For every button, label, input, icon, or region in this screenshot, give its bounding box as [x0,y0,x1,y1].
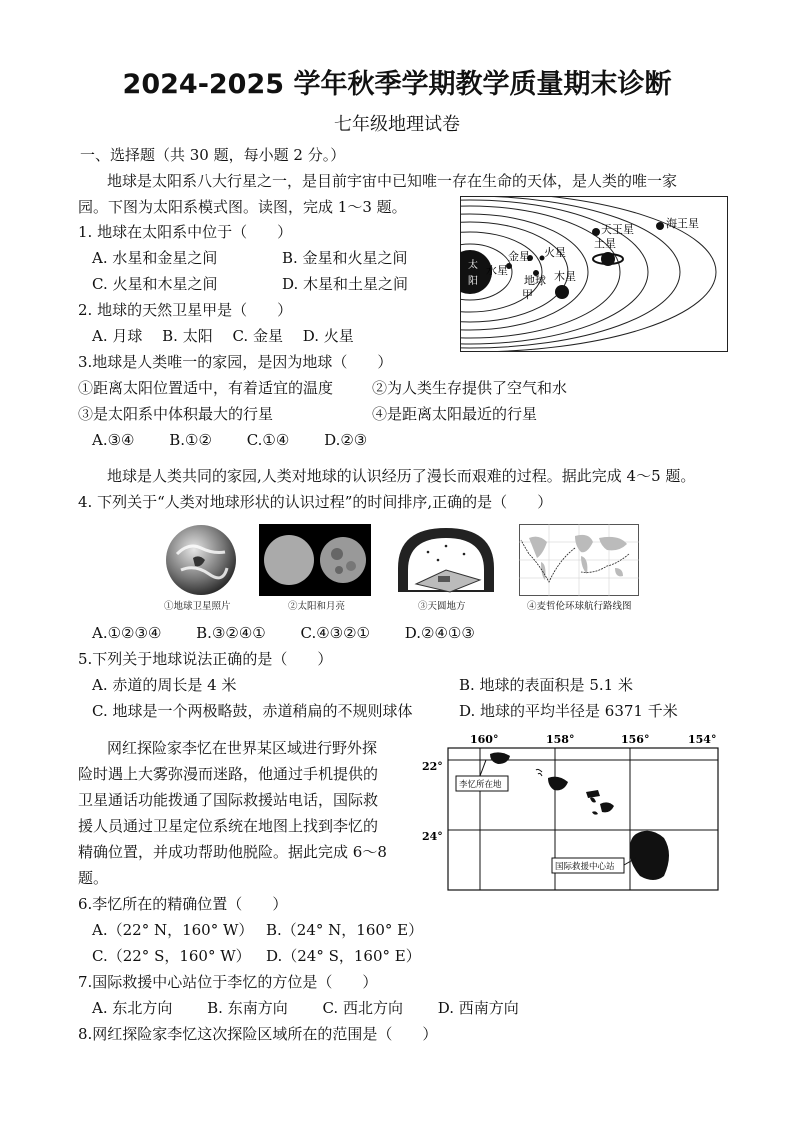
question-7-stem: 7.国际救援中心站位于李忆的方位是（ ） [78,973,378,991]
earth-label: 地球 [524,274,546,287]
liyi-location-label: 李忆所在地 [459,780,502,790]
question-3-stem: 3.地球是人类唯一的家园，是因为地球（ ） [78,353,393,371]
sun-moon-photo [259,524,371,596]
question-6-option-d: D.（24° S，160° E） [266,947,421,965]
intro-paragraph-1b: 园。下图为太阳系模式图。读图，完成 1～3 题。 [78,198,407,216]
question-4-options: A.①②③④ B.③②④① C.④③②① D.②④①③ [92,624,475,642]
question-1-option-d: D. 木星和土星之间 [282,275,409,293]
earth-satellite-photo [165,524,237,596]
question-6-option-a: A.（22° N，160° W） [92,921,254,939]
question-3-statement-1: ①距离太阳位置适中，有着适宜的温度 [78,379,334,397]
saturn [601,252,615,266]
lon-label-160: 160° [470,733,499,746]
caption-2: ②太阳和月亮 [288,601,346,612]
question-3-statement-3: ③是太阳系中体积最大的行星 [78,405,274,423]
caption-3: ③天圆地方 [418,601,466,612]
section-heading: 一、选择题（共 30 题，每小题 2 分。） [80,146,346,164]
question-3-options: A.③④ B.①② C.①④ D.②③ [92,431,368,449]
solar-system-diagram [460,196,728,352]
lon-label-158: 158° [546,733,575,746]
question-5-option-a: A. 赤道的周长是 4 米 [92,676,237,694]
jupiter-label: 木星 [554,270,576,283]
lat-label-24: 24° [422,830,443,843]
hawaii-map [418,730,722,894]
sun-label-1: 太 [468,260,478,271]
sun-label-2: 阳 [468,276,478,287]
intro-paragraph-3-line6: 题。 [78,869,109,887]
question-7-options: A. 东北方向 B. 东南方向 C. 西北方向 D. 西南方向 [92,999,519,1017]
question-2-options: A. 月球 B. 太阳 C. 金星 D. 火星 [92,327,354,345]
page-subtitle: 七年级地理试卷 [334,114,460,135]
mars-label: 火星 [544,246,566,259]
intro-paragraph-3-line2: 险时遇上大雾弥漫而迷路，他通过手机提供的 [78,765,379,783]
question-2-stem: 2. 地球的天然卫星甲是（ ） [78,301,293,319]
mercury-label: 水星 [486,264,508,277]
question-1-option-c: C. 火星和木星之间 [92,275,218,293]
question-6-stem: 6.李忆所在的精确位置（ ） [78,895,288,913]
question-3-statement-4: ④是距离太阳最近的行星 [372,405,538,423]
intro-paragraph-3-line3: 卫星通话功能拨通了国际救援站电话，国际救 [78,791,379,809]
heaven-earth-illustration [394,524,498,596]
question-5-option-c: C. 地球是一个两极略鼓，赤道稍扁的不规则球体 [92,702,413,720]
question-5-option-b: B. 地球的表面积是 5.1 米 [459,676,633,694]
question-6-option-b: B.（24° N，160° E） [266,921,424,939]
question-8-stem: 8.网红探险家李忆这次探险区域所在的范围是（ ） [78,1025,438,1043]
saturn-label: 土星 [594,237,616,250]
question-4-stem: 4. 下列关于“人类对地球形状的认识过程”的时间排序,正确的是（ ） [78,493,553,511]
neptune [656,222,664,230]
intro-paragraph-3-line5: 精确位置，并成功帮助他脱险。据此完成 6～8 [78,843,387,861]
intro-paragraph-3-line4: 援人员通过卫星定位系统在地图上找到李忆的 [78,817,379,835]
neptune-label: 海王星 [666,217,699,230]
rescue-station-label: 国际救援中心站 [555,862,615,872]
jupiter [555,285,569,299]
question-5-stem: 5.下列关于地球说法正确的是（ ） [78,650,333,668]
intro-paragraph-3-line1: 网红探险家李忆在世界某区域进行野外探 [107,739,378,757]
venus-label: 金星 [508,250,530,263]
intro-paragraph-2: 地球是人类共同的家园,人类对地球的认识经历了漫长而艰难的过程。据此完成 4～5 题。 [107,467,696,485]
moon-label: 甲 [522,288,533,301]
question-3-statement-2: ②为人类生存提供了空气和水 [372,379,568,397]
question-1-stem: 1. 地球在太阳系中位于（ ） [78,223,293,241]
question-1-option-a: A. 水星和金星之间 [92,249,218,267]
question-6-option-c: C.（22° S，160° W） [92,947,251,965]
lat-label-22: 22° [422,760,443,773]
lon-label-154: 154° [688,733,717,746]
page-title: 2024-2025 学年秋季学期教学质量期末诊断 [122,69,672,100]
caption-1: ①地球卫星照片 [164,601,231,612]
caption-4: ④麦哲伦环球航行路线图 [527,601,632,612]
lon-label-156: 156° [621,733,650,746]
question-5-option-d: D. 地球的平均半径是 6371 千米 [459,702,678,720]
uranus [592,228,600,236]
magellan-route-map [519,524,639,596]
question-1-option-b: B. 金星和火星之间 [282,249,408,267]
intro-paragraph-1a: 地球是太阳系八大行星之一，是目前宇宙中已知唯一存在生命的天体，是人类的唯一家 [107,172,678,190]
uranus-label: 天王星 [601,223,634,236]
